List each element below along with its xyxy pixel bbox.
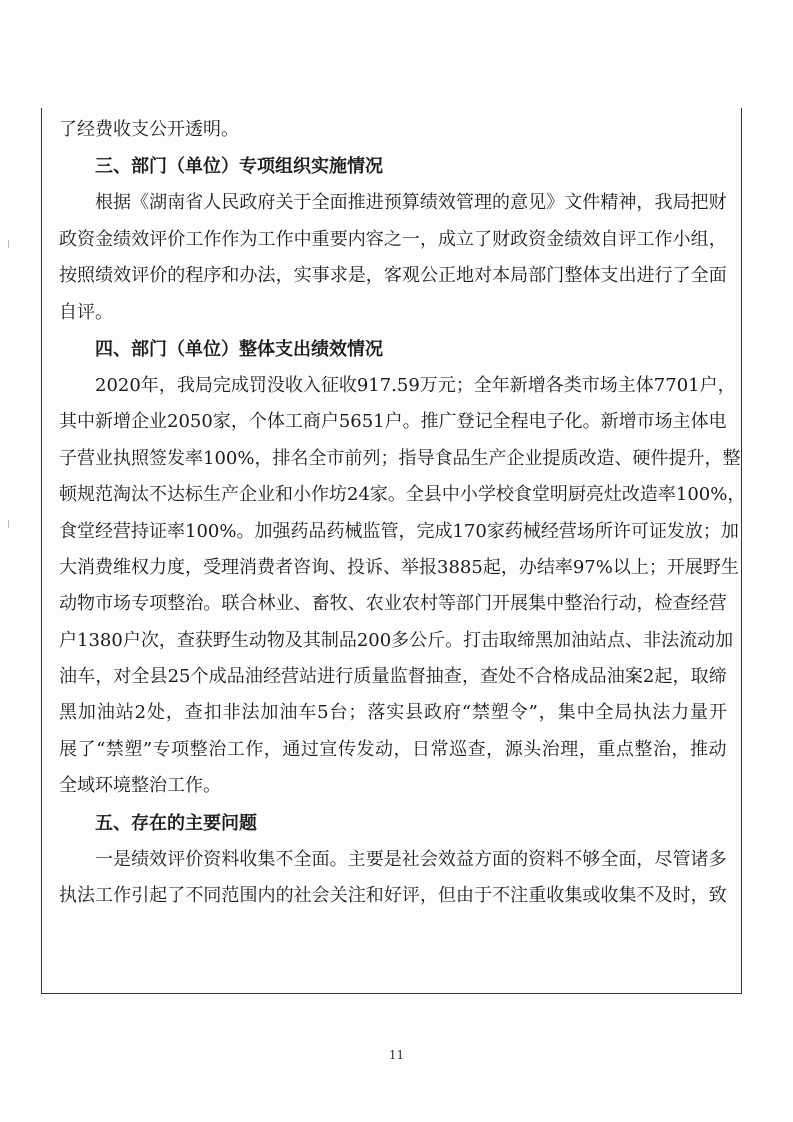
scan-margin-mark — [8, 240, 9, 248]
paragraph-line: 动 物 市 场 专 项 整 治 。 联 合 林 业 、 畜 牧 、 农 业 农 村 等 部 门 开 展 集 中 整 治 行 动 ， 检 查 经 营 — [59, 593, 727, 615]
paragraph-line: 子 营 业 执 照 签 发 率 100% ， 排 名 全 市 前 列 ； 指 导 食 品 生 产 企 业 提 质 改 造 、 硬 件 提 升 ， 整 — [59, 447, 741, 469]
paragraph-line: 大 消 费 维 权 力 度 ， 受 理 消 费 者 咨 询 、 投 诉 、 举 报 3885 起 ， 办 结 率 97% 以 上 ； 开 展 野 生 — [59, 556, 739, 578]
section-heading-3: 三、部门（单位）专项组织实施情况 — [95, 156, 383, 178]
paragraph-line: 根 据 《 湖 南 省 人 民 政 府 关 于 全 面 推 进 预 算 绩 效 管 理 的 意 见 》 文 件 精 神 ， 我 局 把 财 — [95, 192, 727, 214]
document-body — [59, 112, 746, 914]
paragraph-line: 一 是 绩 效 评 价 资 料 收 集 不 全 面 。 主 要 是 社 会 效 益 方 面 的 资 料 不 够 全 面 ， 尽 管 诸 多 — [95, 848, 727, 870]
paragraph-line: 全域环境整治工作。 — [59, 775, 221, 797]
section-heading-4: 四、部门（单位）整体支出绩效情况 — [95, 338, 383, 360]
paragraph-line: 其 中 新 增 企 业 2050 家 ， 个 体 工 商 户 5651 户 。 推 广 登 记 全 程 电 子 化 。 新 增 市 场 主 体 电 — [59, 411, 727, 433]
paragraph-line: 按 照 绩 效 评 价 的 程 序 和 办 法 ， 实 事 求 是 ， 客 观 公 正 地 对 本 局 部 门 整 体 支 出 进 行 了 全 面 — [59, 265, 727, 287]
scan-margin-mark — [8, 520, 9, 528]
page-number: 11 — [388, 1048, 405, 1062]
paragraph-line: 自评。 — [59, 301, 113, 323]
paragraph-line: 政 资 金 绩 效 评 价 工 作 作 为 工 作 中 重 要 内 容 之 一 ， 成 立 了 财 政 资 金 绩 效 自 评 工 作 小 组 ， — [59, 228, 727, 250]
paragraph-line: 2020 年 ， 我 局 完 成 罚 没 收 入 征 收 917.59 万 元 ； 全 年 新 增 各 类 市 场 主 体 7701 户 ， — [95, 374, 736, 396]
paragraph-line: 顿 规 范 淘 汰 不 达 标 生 产 企 业 和 小 作 坊 24 家 。 全 县 中 小 学 校 食 堂 明 厨 亮 灶 改 造 率 100% ， — [59, 484, 746, 506]
paragraph-line: 油 车 ， 对 全 县 25 个 成 品 油 经 营 站 进 行 质 量 监 督 抽 查 ， 查 处 不 合 格 成 品 油 案 2 起 ， 取 缔 — [59, 666, 727, 688]
paragraph-line: 户 1380 户 次 ， 查 获 野 生 动 物 及 其 制 品 200 多 公 斤 。 打 击 取 缔 黑 加 油 站 点 、 非 法 流 动 加 — [59, 629, 734, 651]
paragraph-line: 黑 加 油 站 2 处 ， 查 扣 非 法 加 油 车 5 台 ； 落 实 县 政 府 “ 禁 塑 令 ” ， 集 中 全 局 执 法 力 量 开 — [59, 702, 727, 724]
paragraph-line: 了经费收支公开透明。 — [59, 119, 239, 140]
paragraph-line: 食 堂 经 营 持 证 率 100% 。 加 强 药 品 药 械 监 管 ， 完 成 170 家 药 械 经 营 场 所 许 可 证 发 放 ； 加 — [59, 520, 739, 542]
paragraph-line: 执 法 工 作 引 起 了 不 同 范 围 内 的 社 会 关 注 和 好 评 ， 但 由 于 不 注 重 收 集 或 收 集 不 及 时 ， 致 — [59, 885, 727, 907]
paragraph-line: 展 了 “ 禁 塑 ” 专 项 整 治 工 作 ， 通 过 宣 传 发 动 ， 日 常 巡 查 ， 源 头 治 理 ， 重 点 整 治 ， 推 动 — [59, 738, 727, 760]
section-heading-5: 五、存在的主要问题 — [95, 812, 257, 834]
